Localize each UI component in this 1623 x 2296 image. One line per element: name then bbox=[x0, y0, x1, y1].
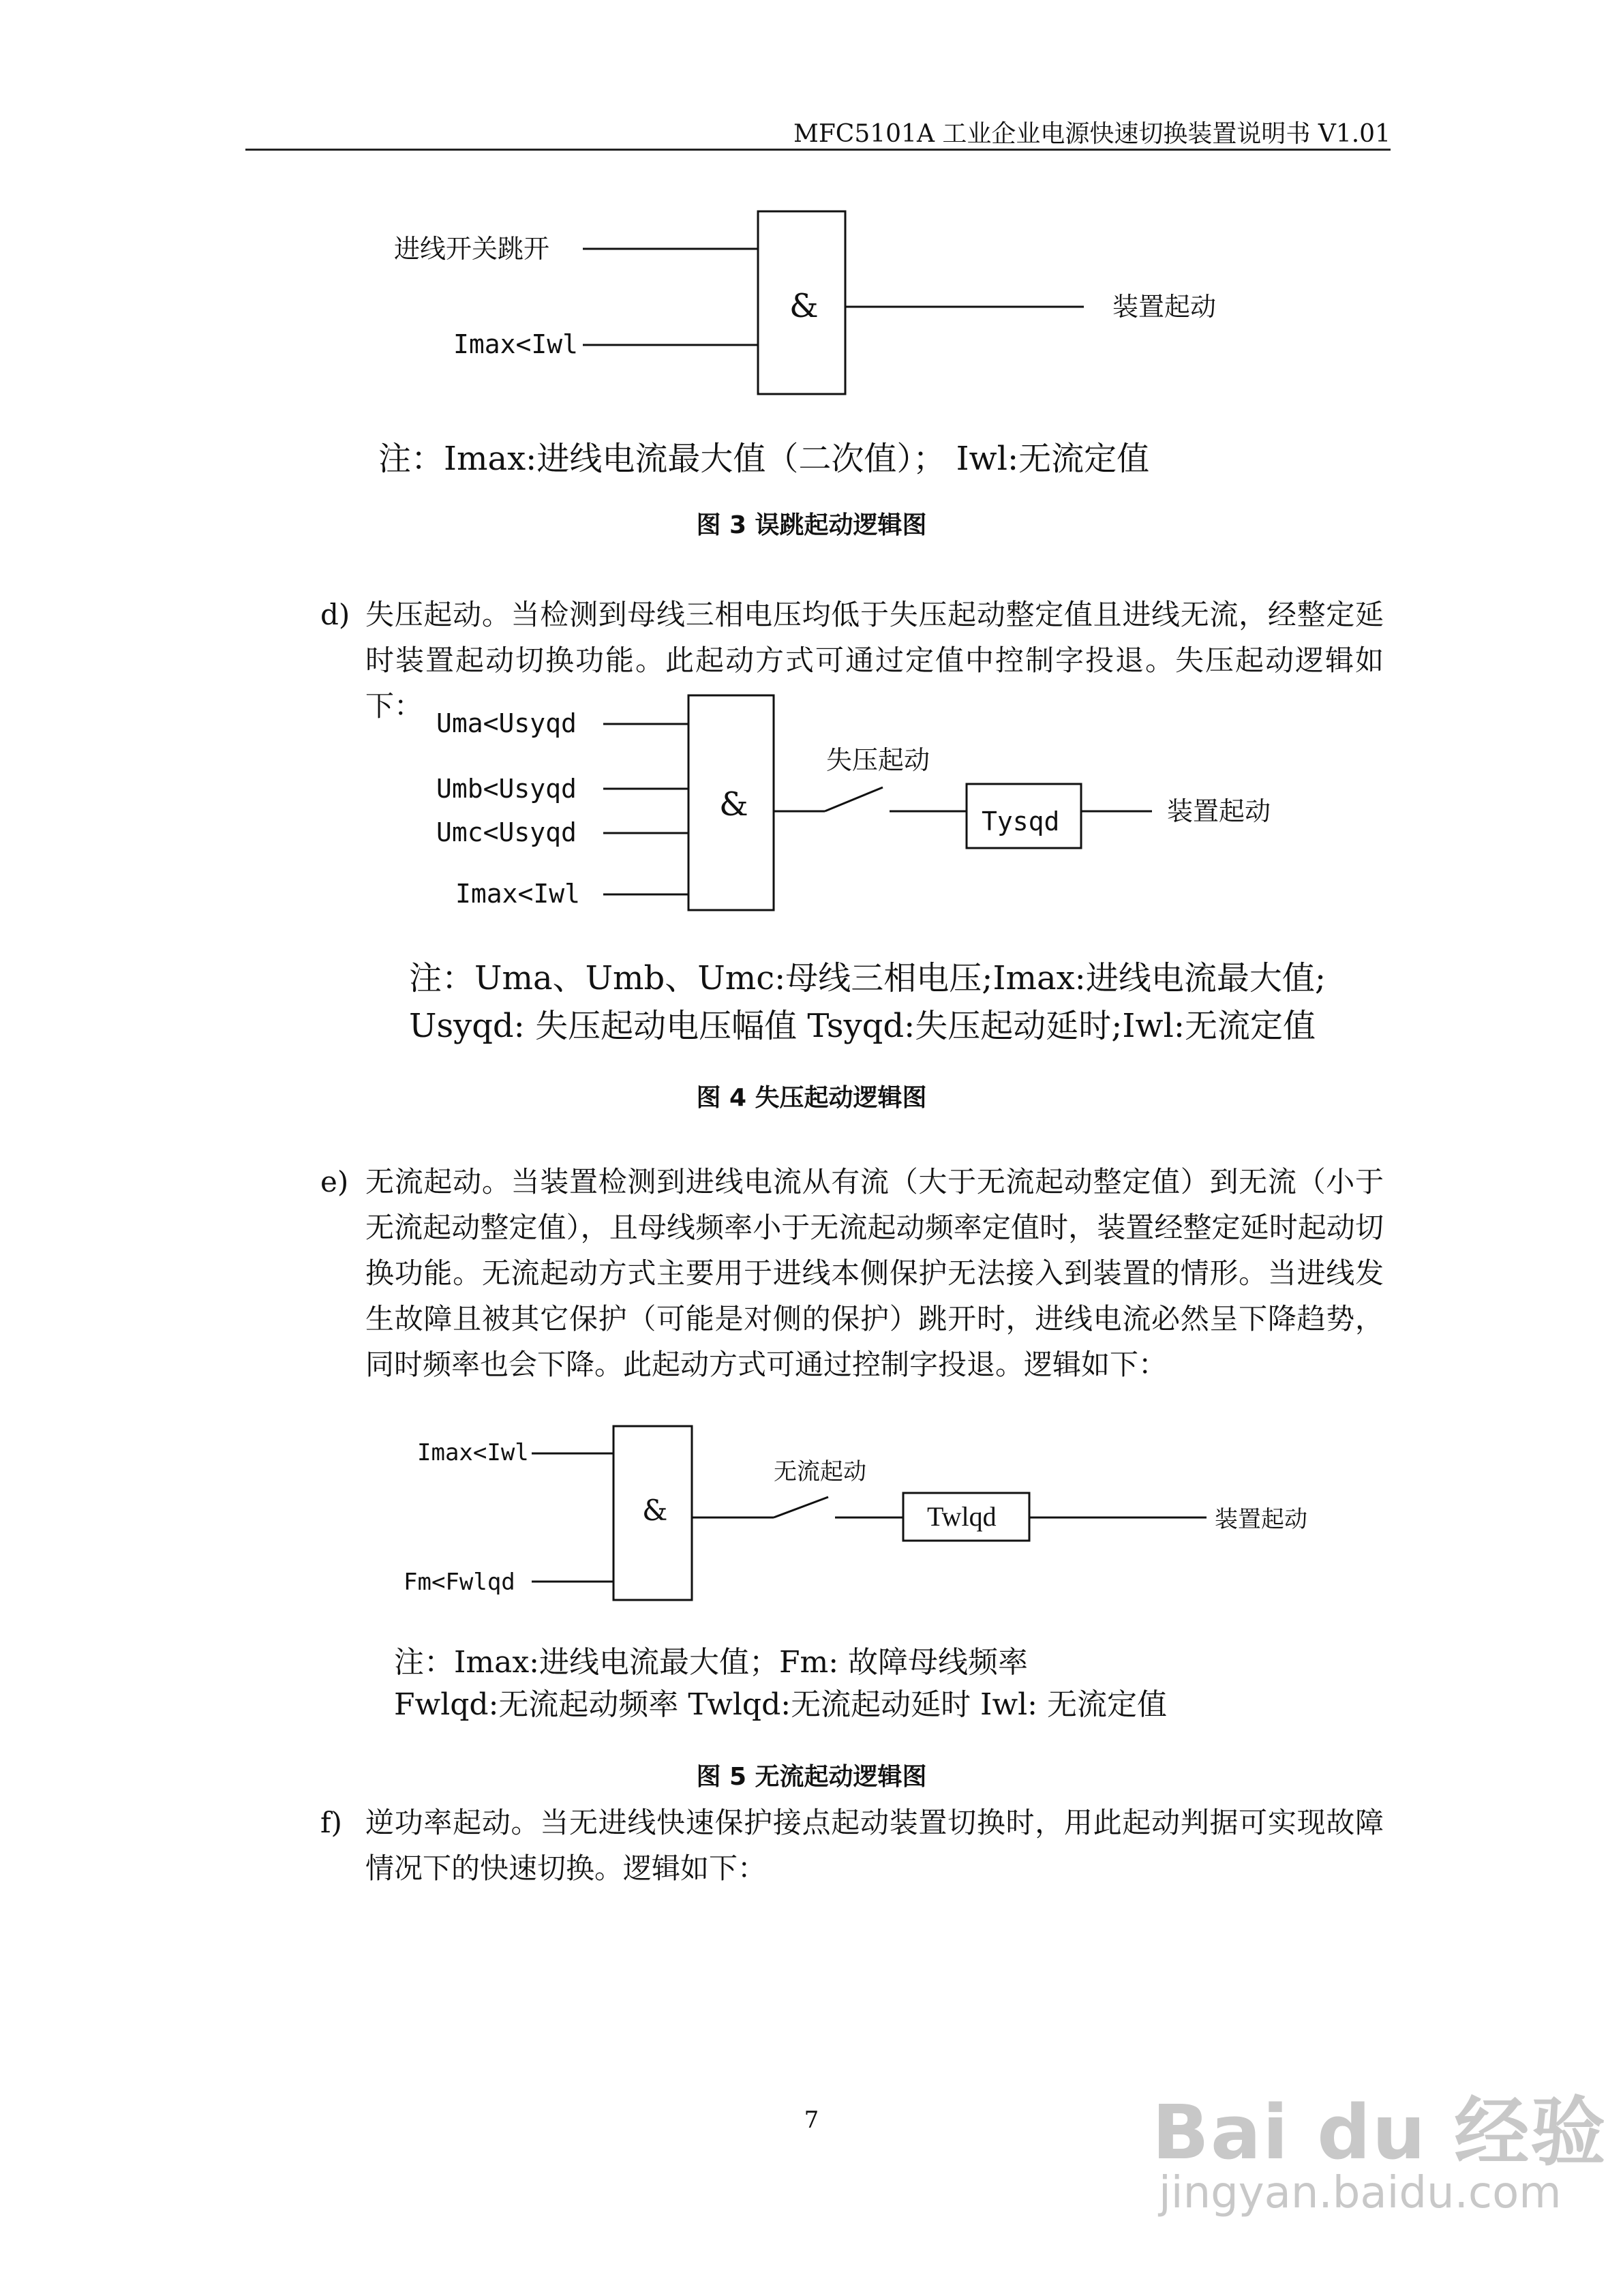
paragraph-text: 逆功率起动。当无进线快速保护接点起动装置切换时，用此起动判据可实现故障情况下的快速切换。逻辑如下： bbox=[365, 1806, 1384, 1885]
watermark-url: jingyan.baidu.com bbox=[1159, 2168, 1562, 2218]
output-label: 装置起动 bbox=[1167, 796, 1271, 826]
output-label: 装置起动 bbox=[1112, 292, 1217, 322]
list-marker: d) bbox=[320, 598, 350, 631]
paragraph-text: 无流起动。当装置检测到进线电流从有流（大于无流起动整定值）到无流（小于无流起动整定值），且母线频率小于无流起动频率定值时，装置经整定延时起动切换功能。无流起动方式主要用于进线本侧保护无法接入到装置的情形。当进线发生故障且被其它保护（可能是对侧的保护）跳开时，进线电流必然呈下降趋势，同时频率也会下降。此起动方式可通过控制字投退。逻辑如下： bbox=[365, 1165, 1384, 1381]
switch-blade bbox=[825, 787, 883, 811]
input-label: Uma<Usyqd bbox=[436, 708, 577, 738]
page-number: 7 bbox=[804, 2106, 819, 2134]
input-label: Umb<Usyqd bbox=[436, 774, 577, 804]
watermark-logo: Bai du 经验 bbox=[1152, 2089, 1607, 2176]
and-gate-symbol: & bbox=[789, 287, 819, 325]
and-gate-symbol: & bbox=[642, 1494, 668, 1527]
list-marker: f) bbox=[320, 1806, 342, 1839]
figure-3-note: 注：Imax:进线电流最大值（二次值）； Iwl:无流定值 bbox=[378, 440, 1150, 478]
figure-4-diagram bbox=[0, 682, 1623, 941]
figure-5-caption: 图 5 无流起动逻辑图 bbox=[696, 1763, 927, 1791]
switch-label: 无流起动 bbox=[774, 1458, 866, 1485]
figure-5-diagram bbox=[0, 1418, 1623, 1616]
input-label: Imax<Iwl bbox=[455, 879, 581, 909]
input-label: Imax<Iwl bbox=[453, 329, 579, 359]
output-label: 装置起动 bbox=[1215, 1506, 1307, 1533]
input-label: 进线开关跳开 bbox=[394, 234, 550, 264]
and-gate-symbol: & bbox=[719, 785, 748, 824]
switch-blade bbox=[774, 1497, 828, 1517]
timer-label: Twlqd bbox=[927, 1501, 997, 1532]
figure-5-note-line-2: Fwlqd:无流起动频率 Twlqd:无流起动延时 Iwl: 无流定值 bbox=[394, 1687, 1167, 1722]
figure-3-caption: 图 3 误跳起动逻辑图 bbox=[696, 511, 927, 539]
timer-label: Tysqd bbox=[982, 806, 1060, 836]
figure-4-note-line-1: 注：Uma、Umb、Umc:母线三相电压;Imax:进线电流最大值; bbox=[409, 959, 1326, 997]
figure-3-diagram bbox=[0, 191, 1623, 614]
input-label: Fm<Fwlqd bbox=[404, 1569, 515, 1596]
paragraph-text: 失压起动。当检测到母线三相电压均低于失压起动整定值且进线无流，经整定延时装置起动切换功能。此起动方式可通过定值中控制字投退。失压起动逻辑如下： bbox=[365, 598, 1384, 723]
figure-5-note-line-1: 注：Imax:进线电流最大值；Fm: 故障母线频率 bbox=[394, 1645, 1029, 1680]
paragraph-e bbox=[320, 1159, 1384, 1387]
list-marker: e) bbox=[320, 1165, 349, 1198]
switch-label: 失压起动 bbox=[826, 745, 930, 775]
figure-4-note-line-2: Usyqd: 失压起动电压幅值 Tsyqd:失压起动延时;Iwl:无流定值 bbox=[409, 1007, 1316, 1045]
input-label: Umc<Usyqd bbox=[436, 817, 577, 847]
header-rule bbox=[245, 149, 1391, 151]
paragraph-f bbox=[320, 1800, 1384, 1891]
page-header: MFC5101A 工业企业电源快速切换装置说明书 V1.01 bbox=[793, 120, 1391, 148]
input-label: Imax<Iwl bbox=[417, 1439, 529, 1466]
figure-4-caption: 图 4 失压起动逻辑图 bbox=[696, 1084, 927, 1112]
